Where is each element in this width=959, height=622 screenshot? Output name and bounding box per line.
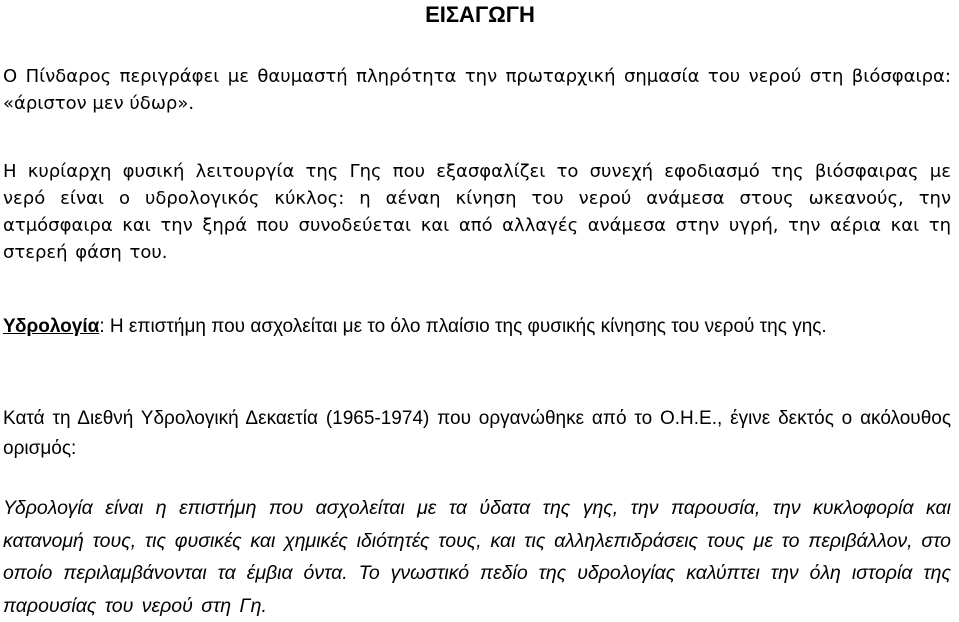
paragraph-hydrological-decade: Κατά τη Διεθνή Υδρολογική Δεκαετία (1965-1974) που οργανώθηκε από το Ο.Η.Ε., έγινε δεκτός ο ακόλουθος ορισμός: <box>3 408 951 459</box>
paragraph-hydrological-cycle: Η κυρίαρχη φυσική λειτουργία της Γης που εξασφαλίζει το συνεχή εφοδιασμό της βιόσφαιρας με νερό είναι ο υδρολογικός κύκλος: η αέναη κίνηση του νερού ανάμεσα στους ωκεανούς, την ατμόσφαιρα και την ξηρά που συνοδεύεται και από αλλαγές ανάμεσα στην υγρή, την αέρια και τη στερεή φάση του. <box>3 161 951 263</box>
paragraph-official-definition: Υδρολογία είναι η επιστήμη που ασχολείται με τα ύδατα της γης, την παρουσία, την κυκλοφορία και κατανομή τους, τις φυσικές και χημικές ιδιότητές τους, και τις αλληλεπιδράσεις τους με το περιβάλλον, στο οποίο περιλαμβάνονται τα έμβια όντα. Το γνωστικό πεδίο της υδρολογίας καλύπτει την όλη ιστορία της παρουσίας του νερού στη Γη. <box>3 497 951 617</box>
hydrology-definition-text: : Η επιστήμη που ασχολείται με το όλο πλαίσιο της φυσικής κίνησης του νερού της γης. <box>99 316 827 337</box>
document-page <box>3 0 957 615</box>
hydrology-term: Υδρολογία <box>3 316 100 337</box>
page-title: ΕΙΣΑΓΩΓΗ <box>425 2 535 27</box>
paragraph-pindaros: Ο Πίνδαρος περιγράφει με θαυμαστή πληρότητα την πρωταρχική σημασία του νερού στη βιόσφαιρα: «άριστον μεν ύδωρ». <box>3 66 951 114</box>
paragraph-hydrology-definition <box>3 312 951 342</box>
